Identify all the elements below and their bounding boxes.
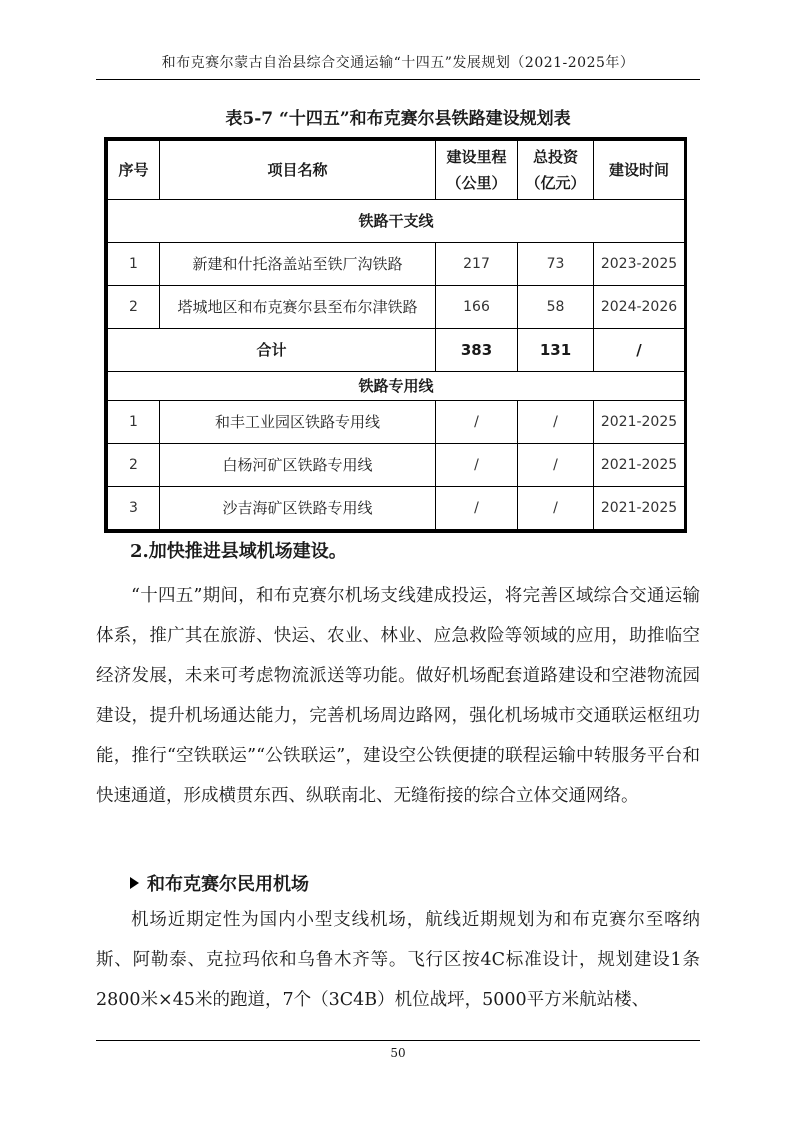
col-header-mileage-line2: （公里） xyxy=(446,174,507,192)
bullet-heading xyxy=(130,870,309,896)
cell-period: 2021-2025 xyxy=(594,444,685,487)
col-header-name: 项目名称 xyxy=(160,141,436,200)
cell-investment: / xyxy=(518,401,594,444)
footer-rule xyxy=(96,1040,700,1041)
section-title: 铁路专用线 xyxy=(108,372,685,401)
railway-plan-table xyxy=(104,137,687,533)
col-header-investment-line2: （亿元） xyxy=(525,174,586,192)
total-row xyxy=(108,329,685,372)
cell-mileage: / xyxy=(436,401,518,444)
table-header-row xyxy=(108,141,685,200)
cell-period: 2024-2026 xyxy=(594,286,685,329)
arrow-bullet-icon xyxy=(130,877,139,889)
col-header-investment xyxy=(518,141,594,200)
section-row-trunk xyxy=(108,200,685,243)
header-rule xyxy=(96,79,700,80)
section-heading: 2.加快推进县域机场建设。 xyxy=(130,541,347,562)
cell-period: 2023-2025 xyxy=(594,243,685,286)
col-header-investment-line1: 总投资 xyxy=(532,148,578,166)
cell-name: 沙吉海矿区铁路专用线 xyxy=(160,487,436,530)
cell-mileage: 166 xyxy=(436,286,518,329)
cell-no: 1 xyxy=(108,401,160,444)
paragraph-airport-construction xyxy=(96,576,700,816)
total-investment: 131 xyxy=(518,329,594,372)
cell-no: 1 xyxy=(108,243,160,286)
col-header-mileage-line1: 建设里程 xyxy=(446,148,507,166)
cell-investment: 58 xyxy=(518,286,594,329)
cell-name: 白杨河矿区铁路专用线 xyxy=(160,444,436,487)
paragraph-text: “十四五”期间，和布克赛尔机场支线建成投运，将完善区域综合交通运输体系，推广其在旅游、快运、农业、林业、应急救险等领域的应用，助推临空经济发展，未来可考虑物流派送等功能。做好机场配套道路建设和空港物流园建设，提升机场通达能力，完善机场周边路网，强化机场城市交通联运枢纽功能，推行“空铁联运”“公铁联运”，建设空公铁便捷的联程运输中转服务平台和快速通道，形成横贯东西、纵联南北、无缝衔接的综合立体交通网络。 xyxy=(96,586,700,806)
cell-no: 3 xyxy=(108,487,160,530)
cell-mileage: / xyxy=(436,487,518,530)
cell-mileage: 217 xyxy=(436,243,518,286)
page-number: 50 xyxy=(390,1046,406,1060)
total-period: / xyxy=(594,329,685,372)
col-header-period: 建设时间 xyxy=(594,141,685,200)
cell-investment: / xyxy=(518,444,594,487)
table-row xyxy=(108,487,685,530)
cell-name: 和丰工业园区铁路专用线 xyxy=(160,401,436,444)
cell-mileage: / xyxy=(436,444,518,487)
table-row xyxy=(108,243,685,286)
cell-investment: 73 xyxy=(518,243,594,286)
section-title: 铁路干支线 xyxy=(108,200,685,243)
running-header: 和布克赛尔蒙古自治县综合交通运输“十四五”发展规划（2021-2025年） xyxy=(161,55,635,71)
cell-period: 2021-2025 xyxy=(594,487,685,530)
table-row xyxy=(108,444,685,487)
col-header-mileage xyxy=(436,141,518,200)
cell-no: 2 xyxy=(108,444,160,487)
paragraph-text: 机场近期定性为国内小型支线机场，航线近期规划为和布克赛尔至喀纳斯、阿勒泰、克拉玛依和乌鲁木齐等。飞行区按4C标准设计，规划建设1条2800米×45米的跑道，7个（3C4B）机位战坪，5000平方米航站楼、 xyxy=(96,910,700,1010)
cell-name: 新建和什托洛盖站至铁厂沟铁路 xyxy=(160,243,436,286)
cell-no: 2 xyxy=(108,286,160,329)
total-label: 合计 xyxy=(108,329,436,372)
table-caption: 表5-7 “十四五”和布克赛尔县铁路建设规划表 xyxy=(225,109,571,129)
cell-name: 塔城地区和布克赛尔县至布尔津铁路 xyxy=(160,286,436,329)
cell-period: 2021-2025 xyxy=(594,401,685,444)
bullet-heading-text: 和布克赛尔民用机场 xyxy=(147,874,309,895)
table-row xyxy=(108,286,685,329)
paragraph-airport-detail xyxy=(96,900,700,1020)
cell-investment: / xyxy=(518,487,594,530)
col-header-no: 序号 xyxy=(108,141,160,200)
table-row xyxy=(108,401,685,444)
section-row-dedicated xyxy=(108,372,685,401)
total-mileage: 383 xyxy=(436,329,518,372)
